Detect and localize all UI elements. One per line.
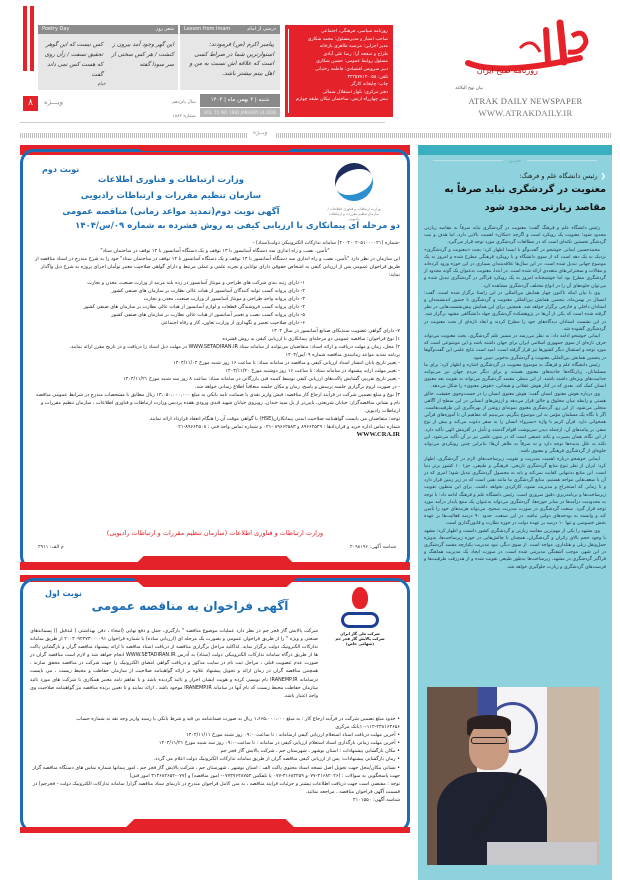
section-divider-left <box>20 133 248 138</box>
news-supertitle <box>519 172 606 180</box>
ad-line: ۳- دارای پروانه واحد طراحی و مونتاژ آسانسور از وزارت صنعت، معدن و تجارت <box>143 296 305 302</box>
lesson-title-en: Lesson from Imam <box>184 26 231 32</box>
ad-line: • زمان بازگشایی پیشنهادات: پس از ارزیابی کیفی مناقصه گران از طریق سامانه تدارکات الکترونیک دولت اعلام می گردد. <box>153 756 400 763</box>
news-paragraph: رئیس دانشگاه علم و فرهنگ به موضوع معنویت در گردشگری اشاره و اظهار کرد: برای ما مسلمانان، زیارتگاه‌ها جاذبه‌های معنوی هستند و برای دیگر مردم جهان نیز می‌توانند جذابیت‌های ویژه‌ای داشته باشند. از این منظر، مقصد گردشگری می‌تواند به تقویت بعد معنوی انسان کمک کند. بعدی که در کنار هوش عقلانی و هیجانی، «هوش معنوی» را شکل می‌دهد. <box>424 362 606 390</box>
ad-line: • حدود مبلغ تضمین شرکت در فرآیند ارجاع کار : به مبلغ ۱،۶۶۵،۰۰۰،۰۰۰ ریال به صورت ضمانتنامه بی قید و شرط بانکی یا رسید واریز وجه نقد به شماره حساب ۴۳۸۱۶۴۶۵۶-۱۱۲-۱۰بانک مرکزی <box>76 716 400 731</box>
ad-signature: وزارت ارتباطات و فناوری اطلاعات (سازمان تنظیم مقررات و ارتباطات رادیویی) <box>106 529 324 537</box>
ad-line: -شماره (۲۰۰۴۰۰۲۰۵۱۰۰۰۰۲۱) سامانه تدارکات الکترونیکی دولت(ستاد) - <box>252 240 400 246</box>
ad-body-bullets <box>30 715 400 804</box>
ad-body <box>30 627 318 700</box>
tender-ad-cra <box>20 145 410 570</box>
info-line: مسئول روابط عمومی: حسین شکاری <box>316 59 388 65</box>
supertitle-text: رئیس دانشگاه علم و فرهنگ: <box>519 172 598 180</box>
ad-title-line-main: دو مرحله ای پیمانکاری با ارزیابی کیفی به روش فشرده به شماره ۰۹/س/۱۴۰۴ <box>75 221 400 231</box>
chevron-left-icon: ❮ <box>600 172 606 180</box>
flame-icon <box>352 587 368 609</box>
cra-logo-icon <box>330 158 379 207</box>
ad-line: "تأمین، نصب و راه اندازی سه دستگاه آسانسور با ۱۳ توقف و یک دستگاه آسانسور با ۱۴ توقف در ساختمان ستاد" <box>100 248 330 254</box>
news-paragraph: ایمانی خوشخو ادامه داد: به نظر می‌رسد در مسیر علم گردشگری، بحث معنویت می‌تواند حرف تازه‌ای از سوی جمهوری اسلامی ایران برای جهان داشته باشد و این موضوعی است که مورد توجه و استقبال دیگر کشورها نیز قرار گرفته است. امید است نتایج علمی این گفت‌وگوها در پنجمین همایش بین‌المللی معنویت و گردشگری به‌خوبی تبیین شود. <box>424 334 606 361</box>
website-link[interactable]: WWW.ATRAKDAILY.IR <box>478 108 573 118</box>
ad-website-link[interactable]: WWW.CRA.IR <box>356 431 400 438</box>
news-body <box>424 225 606 571</box>
poetry-panel <box>38 25 178 90</box>
lesson-text: پیامبر اکرم (ص) فرمودند: استوارترین شما در صراط کسی است که علاقه اش نسبت به من و اهل بیتم بیشتر باشد. <box>189 41 274 77</box>
poetry-title-fa: شعر روز <box>155 26 174 32</box>
info-line: طراح و صفحه آرا: رضا علی آبادی <box>323 51 388 57</box>
ad-line: نام و نشانی مناقصه‌گزار: خیابان شریعتی، پایین‌تر از پل سید خندان، روبروی خیابان شهید قندی ورودی هفده پردیس وزارت ارتباطات و فناوری اطلاعات ، سازمان تنظیم مقررات و ارتباطات رادیویی <box>40 400 400 414</box>
news-headline[interactable]: معنویت در گردشگری نباید صرفاً به مقاصد زیارتی محدود شود <box>444 184 606 213</box>
ad-title: آگهی فراخوان به مناقصه عمومی <box>91 599 289 613</box>
decorative-stripes <box>23 6 35 71</box>
ad-line: ۲- دارای پروانه کسب تولید کنندگان آسانسور از هیات عالی نظارت بر سازمان های صنفی کشور <box>111 288 305 294</box>
news-paragraph: وی درباره هوش معنوی انسان گفت: هوش معنوی انسان را در جست‌وجوی حقیقت، خالق هستی و رابطه میان مخلوق و خالق قرار می‌دهد و ارزش‌های انسانی در این سطح از آگاهی متجلی می‌شود. از این رو، گردشگری معنوی نمونه‌ای روشن از بهره‌گیری این ظرفیت‌هاست. اگر با نگاه یک مسلمان مؤمن به این موضوع بنگریم، می‌بینیم که مفاهیم آن با آموزه‌های قرآنی همخوانی دارد. قرآن کریم با واژه «سیروا» انسان را به سفر دعوت می‌کند و بیش از نوع سفر، بر پیامدهای آن، ازجمله دیدن سرنوشت اقوام گذشته و تأمل در آفرینش الهی تأکید دارد. از این نگاه، همان بصیرت و نکته عمیقی است که در متون علمی نیز بر آن تأکید می‌شود. این نکته به علل پدیده‌ها توجه دارد و نه صرفاً به ظاهر آن‌ها؛ بنابراین چنین رویکردی می‌تواند جلوه‌ای از گردشگری فرهنگی و معنوی باشد. <box>424 391 606 455</box>
issue-date: شنبه | ۴ بهمن ماه | ۱۴۰۴ <box>200 94 280 107</box>
section-name: ویـــژه <box>44 98 64 106</box>
ad-line: شماره تماس اداره خرید و قراردادها : ۸۹۶۶۲۵۲۹ و ۸۹۶۶۲۵۸۳ -۰۲۱ و شماره تماس واحد فنی : ۸۹۶۶۲۵۰۸-۰۲۱ <box>175 424 400 430</box>
ad-round-badge: نوبت دوم <box>42 165 80 174</box>
publisher-info-box <box>285 25 393 117</box>
ad-line: - تغییر تاریخ پایان انتشار اسناد ارزیابی کیفی و مناقصه در سامانه ستاد: تا ساعت ۱۶ روز شنبه مورخ ۱۴۰۴/۱۱/۰۴ <box>173 360 400 366</box>
ad-round-badge: نوبت اول <box>45 589 82 598</box>
info-line: چاپ: چاپخانه کارگر <box>350 82 388 88</box>
cra-logo-caption: وزارت ارتباطات و فناوری اطلاعات / سازمان تنظیم مقررات و ارتباطات رادیویی <box>327 207 381 221</box>
ad-id: شناسه آگهی: ۲۰۹۸۱۹۶ <box>349 545 396 550</box>
news-article <box>418 145 612 880</box>
header-rule <box>20 122 385 123</box>
ad-line: • مکان بازگشایی پیشنهادات : استان بوشهر ، شهرستان جم ، شرکت پالایش گاز فجر جم <box>220 748 400 755</box>
ad-line: شرکت پالایش گاز فجر جم در نظر دارد عملیات موضوع مناقصه " بارگیری، حمل و دفع نهایی (امحاء ، دفن بهداشتی ( لندفیل )) پسماندهای صنعتی و ویژه " را از طریق فراخوان عمومی و بصورت یک مرحله ای (ارزیابی ساده) با شماره فراخوان ۲۰۰۴۰۹۲۲۷۳۰۰۰۰۹۱ از طریق سامانه تدارکات الکترونیک دولت برگزار نماید. لذاکلیه مراحل برگزاری مناقصه از دریافت اسناد مناقصه تا ارائه پیشنهاد مناقصه گران و بازگشایی پاکت ها از طریق درگاه سامانه تدارکات الکترونیکی دولت (ستاد) به آدرس WWW.SETADIRAN.IR انجام خواهد شد و لازم است مناقصه گران در صورت عدم عضویت قبلی ، مراحل ثبت نام در سایت مذکور و دریافت گواهی امضای الکترونیک را جهت شرکت در مناقصه محقق سازند . همچنین مناقصه گران در زمان ارائه و تحویل پیشنهاد علاوه بر ارائه گواهینامه صلاحیت از سازمان حفاظت و محیط زیست ، می بایست درسامانه IRANEMP.IR نام نویسی کرده و هویت ایشان احراز و تائید گردیده باشد و یا تفاهم نامه معتبر همکاری با شرکت های مورد تائید سازمان حفاظت محیط زیست که نام آنها در سامانه IRANEMP.IR موجود باشد ، ارائه نمایند و تا تعیین برنده مناقصه نیز گواهینامه صلاحیت وی واجد اعتبار باشد. <box>30 628 318 699</box>
info-line: دفتر مرکزی: بلوار استقلال شمالی <box>322 89 388 95</box>
ad-body <box>30 239 400 439</box>
ad-line: - تغییر مهلت ارایه پیشنهاد در سامانه ستاد: تا ساعت ۱۶ روز دوشنبه مورخ ۱۴۰۴/۱۱/۲۰ <box>225 368 400 374</box>
news-paragraph: وی مشهد را یکی از مهم‌ترین مقاصد زیارتی و گردشگری کشور دانست و اظهار کرد: مشهد با وجود حجم بالای زائران و گردشگران، همچنان با چالش‌هایی در حوزه زیرساخت‌ها، به‌ویژه حمل‌ونقل ریلی و هتلداری، مواجه است. از سوی دیگر، نبود مدیریت یکپارچه مقصد گردشگری در این شهر، موجب آشفتگی مدیریتی شده است. در صورت ایجاد یک مدیریت هماهنگ و فراگیر گردشگری در مشهد، زیرساخت‌ها به‌طور طبیعی تقویت شده و از هدررفت ظرفیت‌ها و فرصت‌های گردشگری و زیارت جلوگیری خواهد شد. <box>424 528 606 570</box>
ad-line: • آخرین مهلت دریافت اسناد استعلام ارزیابی کیفی ازسامانه : تا ساعت۰۹:۰۰ روز شنبه مورخ ۱۴۰۴/۱۱/۱۱ <box>186 732 400 739</box>
issue-year: سال پانزدهم <box>172 100 196 105</box>
info-line: روزنامه سیاسی، فرهنگی، اجتماعی <box>321 29 388 34</box>
glasses-graphic <box>471 737 507 744</box>
ad-line: - در صورت لزوم برگزاری جلسه پرسش و پاسخ، زمان و مکان جلسه متعاقباً اطلاع رسانی خواهد شد. <box>194 384 400 390</box>
poetry-title-en: Poetry Day <box>42 26 70 32</box>
tender-ad-fajr-jam <box>20 575 410 833</box>
info-line: تلفن: ۰۵۸-۳۲۲۵۷۷۱۲ <box>347 74 388 80</box>
nigc-caption: شرکت ملی گاز ایران شرکت پالایش گاز فجر جم (سهامی خاص) <box>335 631 385 647</box>
ad-line: ۵- دارای پروانه کسب نصب و تعمیر آسانسور از هیات عالی نظارت بر سازمان های صنفی کشور <box>111 312 305 318</box>
logo-subtitle: بیان نهج البلاغه <box>455 86 483 91</box>
issue-volume: VOL. 15 NO. 1882 JANUARY 24 2026 <box>200 108 280 117</box>
ad-line: ۴- دارای پروانه کسب فروشندگی قطعات و لوازم آسانسور از هیات عالی نظارت بر سازمان های صنفی کشور <box>83 304 305 310</box>
nigc-mark-icon <box>341 612 379 628</box>
lesson-panel <box>180 25 280 90</box>
ad-line: - تغییر تاریخ تقریبی گشایش پاکت‌های ارزیابی کیفی توسط کمیته فنی بازرگانی در سامانه ستاد: ساعت ۸ روز سه شنبه مورخ ۱۴۰۴/۱۱/۲۱ <box>123 376 400 382</box>
ad-line: ۱) نوع فراخوان: مناقصه عمومی دو مرحله‌ای پیمانکاری با ارزیابی کیفی به روش فشرده <box>222 336 400 342</box>
news-top-bar <box>418 145 612 155</box>
news-kicker: خبـــر <box>418 158 612 164</box>
news-photo[interactable] <box>427 687 599 865</box>
issue-meta <box>170 96 198 124</box>
ad-line: ۲) محل، زمان و مهلت دریافت و ارائه اسناد: متقاضیان می‌توانند از سامانه ستاد WWW.SETADIRAN.IR در مهلت ذیل اسناد را دریافت و در تاریخ مقرر ارائه نمایند. <box>69 344 400 350</box>
section-divider-right <box>276 133 612 138</box>
news-paragraph: رئیس دانشگاه علم و فرهنگ گفت: معنویت در گردشگری نباید صرفاً به مقاصد زیارتی محدود شود؛ معنویت یک رویکرد است و اگرچه «مکان» اهمیت بالایی دارد، اما هدف و نیت گردشگر نخستین نکته‌ای است که در مطالعات گردشگری مورد توجه قرار می‌گیرد. <box>424 226 606 246</box>
ad-line: برنامه تمدید مواعد زمانبندی مناقصه شماره ۰۹/س/۱۴۰۴ <box>285 352 400 358</box>
issue-number: شماره ۱۸۸۲ <box>172 114 196 119</box>
ad-title-line: وزارت ارتباطات و فناوری اطلاعات <box>97 175 245 185</box>
info-line: نبش چهارراه ارتش، ساختمان نیکان طبقه چهارم <box>296 97 388 103</box>
news-paragraph: وی با بیان اینکه تاکنون چهار همایش بین‌المللی در این راستا برگزار شده است، گفت: امسال در بهمن‌ماه، پنجمین همایش بین‌المللی معنویت و گردشگری با حضور اندیشمندان و استادان داخلی و خارجی برگزار خواهد شد. همچنین برای این همایش پیش‌نشست‌هایی در نظر گرفته شده است که یکی از آن‌ها در پژوهشکده گردشگری جهاد دانشگاهی مشهد برگزار شد. در این نشست استادان دیدگاه‌های خود را مطرح کردند و ابعاد تازه‌ای از بحث معنویت در گردشگری گشوده شد. <box>424 290 606 332</box>
news-paragraph: ایمانی خوشخو درباره اهمیت مدیریت و تقویت زیرساخت‌های لازم در گردشگری، اظهار کرد: ایران از نظر تنوع منابع گردشگری تاریخی، فرهنگی و طبیعی، جزء ۱۰ کشور برتر دنیا است. این منابع به‌تنهایی کفایت نمی‌کند و باید به محصول گردشگری تبدیل شود؛ امری که در آن با ضعف‌هایی مواجه هستیم. منابع گردشگری ما مانند نفتی است که در زیر زمین قرار دارد و تا زمانی که استخراج و مدیریت نشود، کارکردی نخواهد داشت. برای این منظور، تقویت زیرساخت‌ها و برنامه‌ریزی دقیق ضروری است. رئیس دانشگاه علم و فرهنگ ادامه داد: با توجه به محدودیت درآمدها در سایر حوزه‌ها، گردشگری می‌تواند به‌عنوان یک منبع پایدار درآمد مورد توجه قرار گیرد. صنعت گردشگری در صورت مدیریت صحیح، می‌تواند هزینه‌های خود را تأمین کند و وابسته به بودجه‌های دولتی نباشد. در این صنعت، حدود ۹۰ درصد فعالیت‌ها بر عهده بخش خصوصی و تنها ۱۰ درصد بر عهده دولت در حوزه نظارت و قانون‌گذاری است. <box>424 456 606 527</box>
poet-name: خیام <box>97 82 106 87</box>
lesson-title-fa: درسی از امام <box>247 26 276 32</box>
ad-title-line: آگهی نوبت دوم(تمدید مواعد زمانی) مناقصه عمومی <box>62 207 280 217</box>
ad-line: • نشانی مکان/محل جهت تحویل اصل نسخه اسناد محتوی پاکت الف : استان بوشهر ، شهرستان جم ، شرکت پالایش گاز فجر جم ، امور پیمانها شماره تماس های دستگاه مناقصه گزار جهت پاسخگویی به سوالات : (۳۱۶۸۲۰۲۶-۰۷۷و ۳۱۶۸۲۲۵۹-۰۷۷ یا تلفکس ۰۷۷۳۷۶۴۸۷۵۴- امور مناقصه) و (۰۷۷-۳۱۳۶۸۲۶۵۲ امور فنی) <box>32 764 400 779</box>
ad-line: ۶- دارای صلاحیت تعمیر و نگهداری از وزارت تعاون، کار و رفاه اجتماعی <box>160 320 305 326</box>
ad-line: ۷- دارای گواهی عضویت سندیکای صنایع آسانسور در سال ۱۴۰۴ <box>271 328 400 334</box>
ad-line: این سازمان در نظر دارد "تأمین، نصب و راه اندازی سه دستگاه آسانسور با ۱۳ توقف و یک دستگاه آسانسور با ۱۴ توقف در ساختمان ستاد" خود را به شرح مندرج در اسناد مناقصه از طریق فراخوان عمومی پس از ارزیابی کیفی به اشخاص حقوقی دارای توانایی و تجربه علمی و عملی مرتبط و دارای گواهی صلاحیت معتبر توأمان اجرای پروژه به شرح ذیل واگذار نماید: <box>34 256 400 278</box>
masthead <box>0 0 620 125</box>
ad-title <box>30 172 312 220</box>
ad-line: توجه : مقتضی است جهت دریافت اطلاعات بیشتر و جزئیات فرایند مناقصه ، به متن کامل فراخوان مندرج در تارنمای ستاد مناقصه گزار( سامانه تدارکات الکترونیک دولت - فجرجم) در قسمت آگهی فراخوان مناقصه ، مراجعه نمائید. <box>32 780 400 795</box>
ad-ref: م الف: ۳۹۱۱ <box>38 545 64 550</box>
poem-verse-right: این گهر وجود آمد بیرون ز کنشت / هر کس سخنی از سر سودا گفته <box>111 42 174 68</box>
page-number: ۸ <box>23 96 38 111</box>
logo-tagline: روزنامه صبح ایران <box>476 66 538 75</box>
ad-line: ۱- دارای رتبه بندی شرکت های طراحی و مونتاژ آسانسور در رده بلند مرتبه از وزارت صنعت، معدن و تجارت <box>87 280 305 286</box>
poem-verse-left: کس نیست که این گوهر تحقیق نسفت / زآن روی که هست کس نمی داند گفت <box>44 42 104 78</box>
news-paragraph: محمدحسین ایمانی خوشخو در گفت‌وگو با ایسنا اظهار کرد: بحث «معنویت و گردشگری» نزدیک به یک دهه است که از سوی دانشگاه و با رویکرد فرهنگی مطرح شده و امروز به یک موضوع جهانی تبدیل شده است. در این سال‌ها علاقه‌مندان بسیاری در این حوزه ورود کرده‌اند و مقالات و سخنرانی‌های متعددی ارائه شده است. در ابتدا، معنویت به‌عنوان یک گونه محدود از گردشگری مطرح بود اما خوشبختانه امروز به یک رویکرد فراگیر در گردشگری تبدیل شده و می‌توان جلوه‌های آن را در انواع مختلف گردشگری مشاهده کرد. <box>424 247 606 289</box>
ad-title-line: سازمان تنظیم مقررات و ارتباطات رادیویی <box>80 191 262 201</box>
ad-line: ۳) نوع و مبلغ تضمین شرکت در فرآیند ارجاع کار مناقصه: فیش واریز نقدی یا ضمانت نامه بانکی به مبلغ ۱۳،۰۵۰،۰۰۰،۰۰۰ ریال مطابق با مشخصات مندرج در شرایط عمومی مناقصه <box>36 392 400 398</box>
ad-id: شناسه آگهی: ۲۱۰۱۵۵۰ <box>353 796 400 803</box>
info-line: صاحب امتیاز و مدیرمسئول: محمد شکاری <box>307 36 388 42</box>
info-line: مدیر اجرایی: مرضیه ظاهری بازخانه <box>319 44 388 50</box>
ad-line: توجه: متقاضیان می بایست گواهینامه صلاحیت ایمنی پیمانکاران(HSE) یا گواهی موقت آن را هنگام انعقاد قرارداد ارائه نمایند. <box>148 416 400 422</box>
newspaper-logo[interactable] <box>443 8 608 118</box>
info-line: دبیر سرویس اقتصادی: فاطمه رختیانی <box>315 66 388 72</box>
section-divider-label: ویــژه <box>253 129 268 136</box>
nigc-logo <box>328 587 392 647</box>
english-name: ATRAK DAILY NEWSPAPER <box>468 96 583 106</box>
ad-line: • آخرین مهلت زمانی بارگذاری اسناد استعلام ارزیابی کیفی در سامانه : تا ساعت۰۹:۰۰ روز سه شنبه مورخ ۱۴۰۴/۱۱/۲۱ <box>158 740 400 747</box>
